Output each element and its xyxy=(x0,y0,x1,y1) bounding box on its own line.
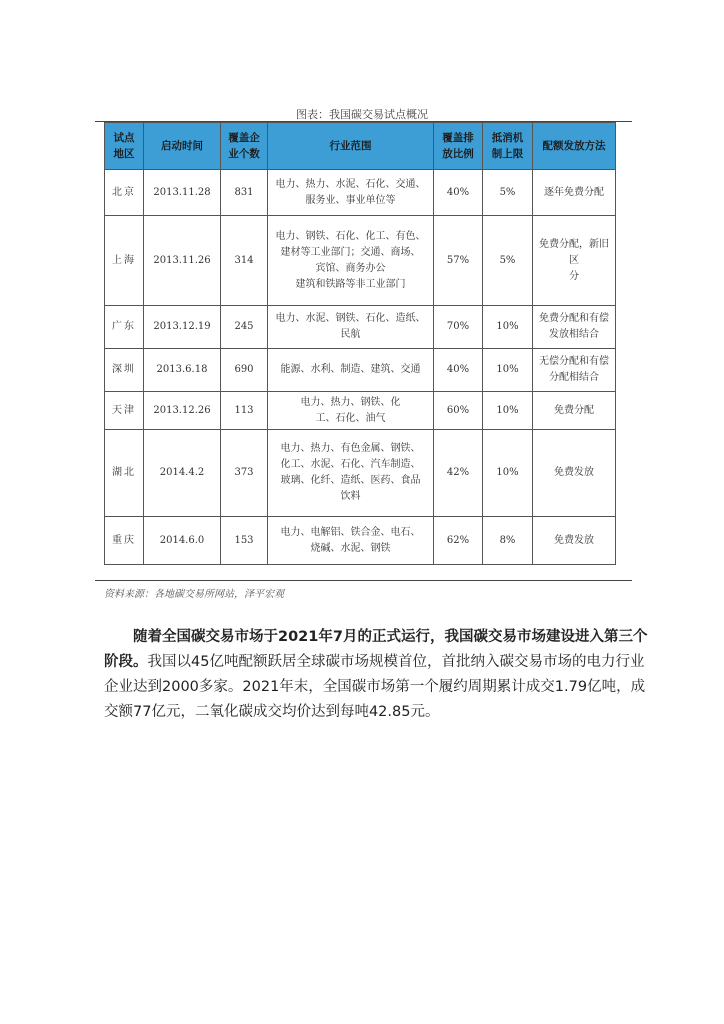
row-allocation-method: 免费分配 xyxy=(533,392,616,430)
row-region: 北京 xyxy=(105,170,144,216)
row-region: 重庆 xyxy=(105,517,144,565)
row-offset-limit: 8% xyxy=(483,517,533,565)
row-emission-ratio: 57% xyxy=(434,216,483,306)
row-company-count: 690 xyxy=(221,349,268,392)
row-company-count: 373 xyxy=(221,430,268,517)
row-allocation-method: 免费分配，新旧区 分 xyxy=(533,216,616,306)
row-company-count: 831 xyxy=(221,170,268,216)
table-row xyxy=(105,170,616,216)
row-start-date: 2013.12.19 xyxy=(144,306,221,349)
table-header-row xyxy=(105,123,616,170)
row-start-date: 2014.4.2 xyxy=(144,430,221,517)
paragraph-body-text: 我国以45亿吨配额跃居全球碳市场规模首位，首批纳入碳交易市场的电力行业企业达到2000多家。2021年末，全国碳市场第一个履约周期累计成交1.79亿吨，成交额77亿元，二氧化碳成交均价达到每吨42.85元。 xyxy=(104,654,646,720)
header-start-date: 启动时间 xyxy=(144,123,221,170)
row-region: 广东 xyxy=(105,306,144,349)
row-industry-scope: 电力、电解铝、铁合金、电石、 烧碱、水泥、钢铁 xyxy=(268,517,434,565)
table-row xyxy=(105,430,616,517)
pilot-table xyxy=(104,122,616,565)
paragraph-lead-bold: 随着全国碳交易市场于2021年7月的正式运行，我国碳交易市场建设进入第三个阶段。 xyxy=(104,629,648,670)
header-offset-limit: 抵消机 制上限 xyxy=(483,123,533,170)
row-emission-ratio: 40% xyxy=(434,170,483,216)
row-allocation-method: 逐年免费分配 xyxy=(533,170,616,216)
row-start-date: 2013.11.26 xyxy=(144,216,221,306)
table-row xyxy=(105,306,616,349)
row-offset-limit: 10% xyxy=(483,349,533,392)
row-allocation-method: 免费分配和有偿 发放相结合 xyxy=(533,306,616,349)
body-paragraph xyxy=(104,625,652,725)
row-region: 天津 xyxy=(105,392,144,430)
row-region: 上海 xyxy=(105,216,144,306)
row-industry-scope: 能源、水利、制造、建筑、交通 xyxy=(268,349,434,392)
row-region: 深圳 xyxy=(105,349,144,392)
row-offset-limit: 5% xyxy=(483,170,533,216)
row-offset-limit: 5% xyxy=(483,216,533,306)
row-industry-scope: 电力、热力、钢铁、化 工、石化、油气 xyxy=(268,392,434,430)
header-region: 试点 地区 xyxy=(105,123,144,170)
row-start-date: 2013.11.28 xyxy=(144,170,221,216)
header-industry-scope: 行业范围 xyxy=(268,123,434,170)
row-start-date: 2013.6.18 xyxy=(144,349,221,392)
table-row xyxy=(105,517,616,565)
row-emission-ratio: 70% xyxy=(434,306,483,349)
row-industry-scope: 电力、热力、有色金属、钢铁、 化工、水泥、石化、汽车制造、 玻璃、化纤、造纸、医药、食品 饮料 xyxy=(268,430,434,517)
figure-source: 资料来源：各地碳交易所网站，泽平宏观 xyxy=(104,589,284,600)
row-start-date: 2013.12.26 xyxy=(144,392,221,430)
row-start-date: 2014.6.0 xyxy=(144,517,221,565)
row-allocation-method: 免费发放 xyxy=(533,430,616,517)
row-emission-ratio: 40% xyxy=(434,349,483,392)
table-row xyxy=(105,392,616,430)
row-industry-scope: 电力、钢铁、石化、化工、有色、 建材等工业部门；交通、商场、 宾馆、商务办公 建筑和铁路等非工业部门 xyxy=(268,216,434,306)
figure-title: 图表：我国碳交易试点概况 xyxy=(296,108,428,121)
row-industry-scope: 电力、热力、水泥、石化、交通、 服务业、事业单位等 xyxy=(268,170,434,216)
row-offset-limit: 10% xyxy=(483,306,533,349)
row-emission-ratio: 62% xyxy=(434,517,483,565)
row-region: 湖北 xyxy=(105,430,144,517)
row-emission-ratio: 60% xyxy=(434,392,483,430)
row-offset-limit: 10% xyxy=(483,392,533,430)
row-offset-limit: 10% xyxy=(483,430,533,517)
header-allocation-method: 配额发放方法 xyxy=(533,123,616,170)
row-allocation-method: 无偿分配和有偿 分配相结合 xyxy=(533,349,616,392)
row-company-count: 314 xyxy=(221,216,268,306)
row-company-count: 245 xyxy=(221,306,268,349)
table-row xyxy=(105,216,616,306)
row-industry-scope: 电力、水泥、钢铁、石化、造纸、 民航 xyxy=(268,306,434,349)
header-company-count: 覆盖企 业个数 xyxy=(221,123,268,170)
header-emission-ratio: 覆盖排 放比例 xyxy=(434,123,483,170)
row-allocation-method: 免费发放 xyxy=(533,517,616,565)
row-emission-ratio: 42% xyxy=(434,430,483,517)
row-company-count: 153 xyxy=(221,517,268,565)
table-row xyxy=(105,349,616,392)
table-bottom-rule xyxy=(95,580,632,581)
row-company-count: 113 xyxy=(221,392,268,430)
